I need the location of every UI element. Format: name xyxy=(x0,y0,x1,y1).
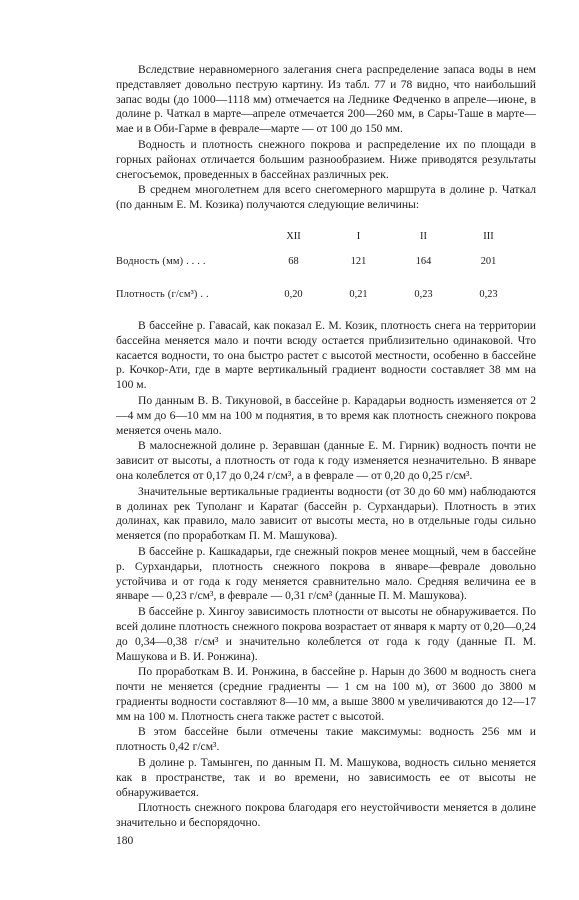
table-row xyxy=(116,284,536,307)
table-row-label: Плотность (г/см³) . . xyxy=(116,289,209,301)
table-cell: 201 xyxy=(480,256,497,268)
page-text-body xyxy=(116,63,536,831)
paragraph: В бассейне р. Кашкадарьи, где снежный покров менее мощный, чем в бассейне р. Сурхандарьи, плотность снежного покрова в январе—феврале довольно устойчива и от года к году меняется сравнительно мало. Средняя величина ее в январе — 0,23 г/см³, в феврале — 0,31 г/см³ (данные П. М. Машукова). xyxy=(116,544,536,603)
table-row-gap xyxy=(116,274,536,284)
table-column-header: I xyxy=(356,230,361,242)
paragraph: По данным В. В. Тикуновой, в бассейне р. Карадарьи водность изменяется от 2—4 мм до 6—10 мм на 100 м поднятия, в то время как плотность снежного покрова меняется очень мало. xyxy=(116,393,536,437)
table-cell: 0,21 xyxy=(349,289,368,301)
paragraph: Плотность снежного покрова благодаря его неустойчивости меняется в долине значительно и беспорядочно. xyxy=(116,801,536,830)
table-row xyxy=(116,251,536,274)
table-row-label: Водность (мм) . . . . xyxy=(116,256,206,268)
paragraph: Водность и плотность снежного покрова и распределение их по площади в горных районах отличается большим разнообразием. Ниже приводятся результаты снегосъемок, проведенных в бассейнах различных рек. xyxy=(116,137,536,181)
table-column-header: II xyxy=(420,230,427,242)
table-cell: 68 xyxy=(288,256,299,268)
table-header-row xyxy=(116,223,536,251)
page-number: 180 xyxy=(116,835,134,847)
table-cell: 121 xyxy=(350,256,367,268)
paragraph: В этом бассейне были отмечены такие максимумы: водность 256 мм и плотность 0,42 г/см³. xyxy=(116,725,536,754)
snow-survey-table xyxy=(116,223,536,307)
paragraph: В среднем многолетнем для всего снегомерного маршрута в долине р. Чаткал (по данным Е. М. Козика) получаются следующие величины: xyxy=(116,183,536,212)
paragraph: В бассейне р. Хингоу зависимость плотности от высоты не обнаруживается. По всей долине плотность снежного покрова возрастает от января к марту от 0,20—0,24 до 0,34—0,38 г/см³ и значительно колеблется от года к году (данные П. М. Машукова и В. И. Ронжина). xyxy=(116,605,536,663)
table-cell: 0,23 xyxy=(414,289,433,301)
paragraph: По проработкам В. И. Ронжина, в бассейне р. Нарын до 3600 м водность снега почти не меняется (средние градиенты — 1 см на 100 м), от 3600 до 3800 м градиенты водности составляют 8—10 мм, а выше 3800 м увеличиваются до 12—17 мм на 100 м. Плотность снега также растет с высотой. xyxy=(116,665,536,723)
table-column-header: XII xyxy=(286,230,301,242)
paragraph: Значительные вертикальные градиенты водности (от 30 до 60 мм) наблюдаются в долинах рек Туполанг и Каратаг (бассейн р. Сурхандарьи). Плотность в этих долинах, как правило, мало зависит от высоты места, но в отдельные годы сильно меняется (по проработкам П. М. Машукова). xyxy=(116,484,536,543)
paragraph: В долине р. Тамынген, по данным П. М. Машукова, водность сильно меняется как в пространстве, так и во времени, но зависимость ее от высоты не обнаруживается. xyxy=(116,756,536,799)
table-cell: 164 xyxy=(415,256,432,268)
table-cell: 0,20 xyxy=(284,289,303,301)
paragraph: В малоснежной долине р. Зеравшан (данные Е. М. Гирник) водность почти не зависит от высоты, а плотность от года к году изменяется незначительно. В январе она колеблется от 0,17 до 0,24 г/см³, а в феврале — от 0,20 до 0,25 г/см³. xyxy=(116,439,536,482)
table-cell: 0,23 xyxy=(479,289,498,301)
paragraph: В бассейне р. Гавасай, как показал Е. М. Козик, плотность снега на территории бассейна меняется мало и почти всюду остается приблизительно одинаковой. Что касается водности, то она быстро растет с высотой местности, особенно в бассейне р. Кочкор-Ати, где в марте вертикальный градиент водности составляет 38 мм на 100 м. xyxy=(116,318,536,392)
paragraph: Вследствие неравномерного залегания снега распределение запаса воды в нем представляет довольно пеструю картину. Из табл. 77 и 78 видно, что наибольший запас воды (до 1000—1118 мм) отмечается на Леднике Федченко в апреле—июне, в долине р. Чаткал в марте—апреле отмечается 200—260 мм, в Сары-Таше в марте—мае и в Оби-Гарме в феврале—марте — от 100 до 150 мм. xyxy=(116,63,536,136)
table-column-header: III xyxy=(483,230,494,242)
